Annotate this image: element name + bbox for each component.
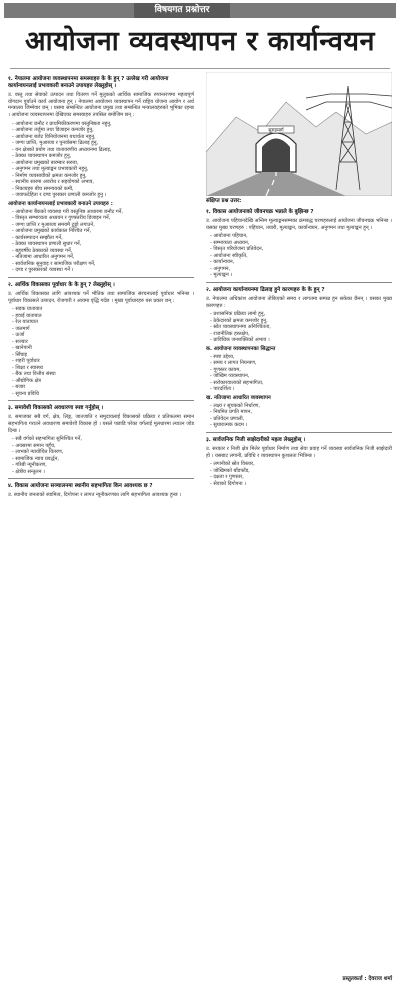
author-credit: प्रस्तुतकर्ता : देवराज शर्मा: [342, 976, 392, 982]
list-item: - आयोजना पहिचान,: [210, 233, 392, 240]
list-item: - ठेकेदारको क्षमता कमजोर हुनु,: [210, 318, 392, 325]
question-3: ३. समावेशी विकासको अवधारणा स्पष्ट गर्नुहोस् ।: [8, 405, 104, 412]
list-item: - आयोजना बजेट विनियोजनमा यथार्थता नहुनु,: [12, 134, 194, 141]
list-item: - नतिजामा आधारित अनुगमन गर्ने,: [12, 254, 194, 261]
answer-3-paragraph: उ. समाजका सबै वर्ग, क्षेत्र, लिङ्ग, जातजाति र समुदायलाई विकासको प्रक्रिया र प्रतिफलमा समान सहभागिता गराउने अवधारणा समावेशी विकास हो । यसले पछाडि परेका वर्गलाई मूलधारमा ल्याउन जोड दिन्छ ।: [8, 414, 194, 434]
list-item: - सडक यातायात: [12, 306, 194, 313]
list-item: - स्पष्ट उद्देश्य,: [210, 354, 392, 361]
list-item: - आयोजना तर्जुमा तथा डिजाइन कमजोर हुनु,: [12, 127, 194, 134]
list-item: - बहुवर्षीय ठेक्काको व्यवस्था गर्ने,: [12, 248, 194, 255]
list-item: - वन क्षेत्रको प्रयोग तथा वातावरणीय अध्ययनमा ढिलाइ,: [12, 147, 194, 154]
list-item: - निर्माण व्यवसायीको क्षमता कमजोर हुनु,: [12, 173, 194, 180]
list-item: - अनुगमन तथा मूल्याङ्कन प्रभावकारी नहुनु,: [12, 166, 194, 173]
list-item: - प्रशासनिक प्रक्रिया लामो हुनु,: [210, 311, 392, 318]
list-item: - प्राविधिक जनशक्तिको अभाव ।: [210, 337, 392, 344]
list-item: - ऊर्जा: [12, 332, 194, 339]
section-divider: [206, 432, 392, 433]
section-divider: [206, 282, 392, 283]
list-item: - शिक्षा र स्वास्थ्य: [12, 365, 194, 372]
list-item: - गुणस्तर कायम,: [210, 367, 392, 374]
list-item: - आयोजना प्रमुखको बारम्बार सरुवा,: [12, 160, 194, 167]
inclusive-list: [12, 436, 194, 475]
list-item: - जलमार्ग: [12, 326, 194, 333]
list-item: - निकायहरु बीच समन्वयको कमी,: [12, 186, 194, 193]
question-7: ३. सार्वजनिक निजी साझेदारीको महत्व लेख्नुहोस् ।: [206, 436, 306, 443]
rbm-heading: ख. नतिजामा आधारित व्यवस्थापन: [206, 394, 271, 401]
ppp-list: [210, 461, 392, 487]
answer-5-paragraph: उ. आयोजना पहिचानदेखि अन्तिम मूल्याङ्कनसम्मका क्रमबद्ध चरणहरुलाई आयोजना जीवनचक्र भनिन्छ । यसका मुख्य चरणहरु : पहिचान, तयारी, मूल्याङ्कन, कार्यान्वयन, अनुगमन तथा मूल्याङ्कन हुन् ।: [206, 218, 392, 231]
tunnel-road-illustration: [206, 72, 392, 196]
list-item: - सबै वर्गको सहभागिता सुनिश्चित गर्ने,: [12, 436, 194, 443]
question-2: २. आर्थिक विकासका पूर्वाधार के के हुन् ? लेख्नुहोस् ।: [8, 281, 115, 288]
list-item: - राजनीतिक हस्तक्षेप,: [210, 331, 392, 338]
tunnel-label: सुरुङमार्ग: [268, 128, 284, 134]
measures-heading: आयोजना कार्यान्वयनलाई प्रभावकारी बनाउने उपायहरु :: [8, 200, 113, 207]
list-item: - प्रतिवेदन प्रणाली,: [210, 416, 392, 423]
list-item: - मूल्याङ्कन ।: [210, 272, 392, 279]
list-item: - जग्गा प्राप्ति, मुआब्जा र पुनर्वासमा ढिलाइ हुनु,: [12, 140, 194, 147]
list-item: - सञ्चार: [12, 339, 194, 346]
list-item: - कार्यसम्पादन सम्झौता गर्ने,: [12, 235, 194, 242]
list-item: - शहरी पूर्वाधार: [12, 358, 194, 365]
principles-list: [210, 354, 392, 393]
list-item: - क्षेत्रीय सन्तुलन ।: [12, 469, 194, 476]
illustration: [206, 72, 392, 196]
list-item: - विस्तृत सम्भाव्यता अध्ययन र गुणस्तरीय डिजाइन गर्ने,: [12, 215, 194, 222]
list-item: - आयोजना बैंकको व्यवस्था गरी वस्तुनिष्ठ आधारमा छनौट गर्ने,: [12, 209, 194, 216]
list-item: - औद्योगिक क्षेत्र: [12, 378, 194, 385]
delay-list: [210, 311, 392, 344]
list-item: - आयोजना छनौट र प्राथमिकीकरणमा वस्तुनिष्ठता नहुनु,: [12, 121, 194, 128]
list-item: - सूचना प्रविधि: [12, 391, 194, 398]
list-item: - सामाजिक न्याय प्रवर्द्धन,: [12, 456, 194, 463]
list-item: - गरिबी न्यूनीकरण,: [12, 462, 194, 469]
problems-list: [12, 121, 194, 199]
question-1: १. नेपालमा आयोजना व्यवस्थापनमा समस्याहरु के के हुन् ? उल्लेख गरी आयोजना कार्यान्वयनलाई प्रभावकारी बनाउने उपायहरु लेख्नुहोस् ।: [8, 76, 169, 89]
list-item: - खानेपानी: [12, 345, 194, 352]
list-item: - जवाफदेहिता र दण्ड पुरस्कार प्रणाली कमजोर हुनु ।: [12, 192, 194, 199]
list-item: - नियमित प्रगति मापन,: [210, 409, 392, 416]
list-item: - अनुगमन,: [210, 266, 392, 273]
list-item: - सेवाको दिगोपना ।: [210, 481, 392, 488]
answer-2-paragraph: उ. आर्थिक विकासका लागि आवश्यक पर्ने भौतिक तथा सामाजिक संरचनालाई पूर्वाधार भनिन्छ । पूर्वाधार विकासले उत्पादन, रोजगारी र आयमा वृद्धि गर्दछ । मुख्य पूर्वाधारहरु यस प्रकार छन् :: [8, 290, 194, 304]
page-title: आयोजना व्यवस्थापन र कार्यान्वयन: [24, 26, 376, 57]
phases-list: [210, 233, 392, 279]
short-qa-caption: संक्षिप्त प्रश्न उत्तर:: [206, 198, 242, 204]
right-column: [206, 72, 392, 972]
title-divider: [10, 68, 390, 69]
answer-7-paragraph: उ. सरकार र निजी क्षेत्र मिलेर पूर्वाधार निर्माण तथा सेवा प्रवाह गर्ने व्यवस्था सार्वजनिक निजी साझेदारी हो । यसबाट लगानी, प्रविधि र व्यवस्थापन कुशलता भित्रिन्छ ।: [206, 445, 392, 459]
list-item: - जग्गा प्राप्ति र मुआब्जा समयमै टुङ्गो लगाउने,: [12, 222, 194, 229]
list-item: - दण्ड र पुरस्कारको व्यवस्था गर्ने ।: [12, 267, 194, 274]
list-item: - अवसरमा समान पहुँच,: [12, 443, 194, 450]
list-item: - जोखिमको बाँडफाँड,: [210, 468, 392, 475]
list-item: - आयोजना प्रमुखको कार्यकाल निश्चित गर्ने,: [12, 228, 194, 235]
list-item: - ठेक्का व्यवस्थापन प्रणाली सुधार गर्ने,: [12, 241, 194, 248]
answer-1-paragraph: उ. वस्तु तथा सेवाको उत्पादन तथा वितरण गर्ने मुलुकको आर्थिक सामाजिक रुपान्तरणमा महत्वपूर्ण योगदान पुर्याउने कार्य आयोजना हुन् । नेपालमा आयोजना व्यवस्थापन गर्ने राष्ट्रिय योजना आयोग र अर्थ मन्त्रालय जिम्मेवार छन् । यसमा सम्बन्धित आयोजना प्रमुख तथा सम्बन्धित मन्त्रालयहरुको भूमिका रहन्छ । आयोजना व्यवस्थापनमा देखिएका समस्याहरु तपसिल बमोजिम छन् :: [8, 92, 194, 119]
list-item: - पारदर्शिता ।: [210, 386, 392, 393]
list-item: - स्थानीय स्तरमा अवरोध र सहयोगको अभाव,: [12, 179, 194, 186]
list-item: - स्रोत व्यवस्थापनमा अनिश्चितता,: [210, 324, 392, 331]
answer-6-paragraph: उ. नेपालमा अधिकांश आयोजना तोकिएको समय र लागतमा सम्पन्न हुन सकेका छैनन् । यसका मुख्य कारणहरु :: [206, 295, 392, 309]
list-item: - जोखिम व्यवस्थापन,: [210, 373, 392, 380]
measures-list: [12, 209, 194, 274]
section-divider: [8, 478, 194, 479]
section-divider: [8, 400, 194, 401]
list-item: - सरोकारवालाको सहभागिता,: [210, 380, 392, 387]
question-4: ४. विकास आयोजना सञ्चालनमा स्थानीय सहभागिता किन आवश्यक छ ?: [8, 483, 153, 490]
list-item: - रेल यातायात: [12, 319, 194, 326]
infrastructure-list: [12, 306, 194, 397]
question-6: २. आयोजना कार्यान्वयनमा ढिलाइ हुने कारणहरु के के हुन् ?: [206, 286, 325, 293]
list-item: - विस्तृत परियोजना प्रतिवेदन,: [210, 246, 392, 253]
list-item: - लक्ष्य र सूचकको निर्धारण,: [210, 403, 392, 410]
section-label: विषयगत प्रश्नोत्तर: [134, 3, 230, 18]
left-column: [8, 72, 194, 972]
list-item: - दक्षता र गुणस्तर,: [210, 474, 392, 481]
answer-4-paragraph: उ. स्थानीय जनताको स्वामित्व, दिगोपना र लागत न्यूनीकरणका लागि सहभागिता आवश्यक हुन्छ ।: [8, 492, 182, 499]
list-item: - लगानीको स्रोत विस्तार,: [210, 461, 392, 468]
rbm-list: [210, 403, 392, 429]
list-item: - आयोजना स्वीकृति,: [210, 253, 392, 260]
list-item: - कार्यान्वयन,: [210, 259, 392, 266]
list-item: - लाभको न्यायोचित वितरण,: [12, 449, 194, 456]
list-item: - सुधारात्मक कदम ।: [210, 422, 392, 429]
list-item: - सिँचाइ: [12, 352, 194, 359]
list-item: - बजार: [12, 384, 194, 391]
list-item: - हवाई यातायात: [12, 313, 194, 320]
list-item: - सार्वजनिक सुनुवाइ र सामाजिक परीक्षण गर्ने,: [12, 261, 194, 268]
principles-heading: क. आयोजना व्यवस्थापनका सिद्धान्त: [206, 345, 276, 352]
list-item: - समय र लागत नियन्त्रण,: [210, 360, 392, 367]
question-5: १. विकास आयोजनाको जीवनचक्र भन्नाले के बुझिन्छ ?: [206, 209, 314, 215]
list-item: - बैंक तथा वित्तीय संस्था: [12, 371, 194, 378]
list-item: - ठेक्का व्यवस्थापन कमजोर हुनु,: [12, 153, 194, 160]
section-divider: [8, 277, 194, 278]
list-item: - सम्भाव्यता अध्ययन,: [210, 240, 392, 247]
